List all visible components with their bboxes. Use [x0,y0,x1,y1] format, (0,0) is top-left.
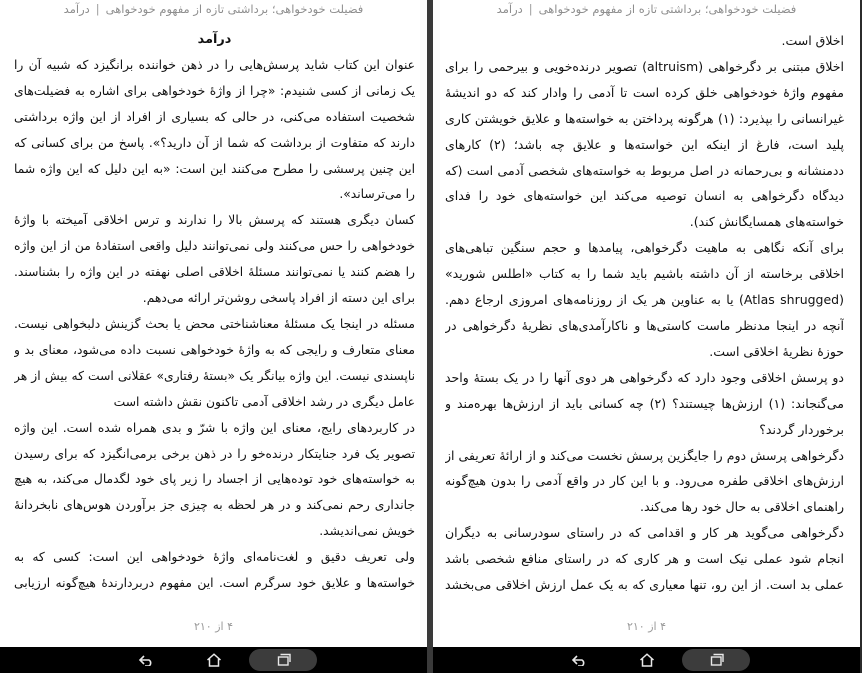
page-number: ۴ از ۲۱۰ [626,620,667,633]
header-separator: | [528,2,533,16]
page-header [433,0,860,20]
header-chapter: درآمد [496,2,523,16]
paragraph: عنوان این کتاب شاید پرسش‌هایی را در ذهن خواننده برانگیزد که شبیه آن را یک زمانی از کسی شنیدم: «چرا از واژهٔ خودخواهی برای اشاره به فضیلت‌های شخصیت استفاده می‌کنی، در حالی که بسیاری از افراد از این واژه برداشتی دارند که متفاوت از برداشت که شما از آن دارید؟». پاسخ من برای کسانی که این چنین پرسشی را مطرح می‌کنند این است: «به این دلیل که این واژه شما را می‌ترساند». [14,57,415,202]
paragraph: دو پرسش اخلاقی وجود دارد که دگرخواهی هر دوی آنها را در یک بستهٔ واحد می‌گنجاند: (۱) ارزش‌ها چیستند؟ (۲) چه کسانی باید از ارزش‌ها بهره‌مند و برخوردار گردند؟ [445,369,844,437]
header-book-title: فضیلت خودخواهی؛ برداشتی تازه از مفهوم خودخواهی [538,2,797,16]
header-book-title: فضیلت خودخواهی؛ برداشتی تازه از مفهوم خودخواهی [105,2,364,16]
back-icon [571,654,587,666]
home-button[interactable] [190,647,238,673]
reader-screen-right [433,0,860,673]
navigation-bar [433,647,860,673]
header-separator: | [95,2,100,16]
section-title: درآمد [197,32,232,47]
paragraph: در کاربردهای رایج، معنای این واژه با شرّ و بدی همراه شده است. این واژه تصویر یک فرد جنایتکار درنده‌خو را در ذهن برخی برمی‌انگیزد که برای رسیدن به خواسته‌های خود توده‌هایی از اجساد را زیر پای خود لگدمال می‌کند، به هیچ جانداری رحم نمی‌کند و در هر لحظه به چیزی جز برآوردن هوس‌های نابخردانهٔ خویش نمی‌اندیشد. [14,420,415,539]
recent-apps-icon [708,653,724,667]
reader-screen-left [0,0,427,673]
recent-apps-icon [275,653,291,667]
home-button[interactable] [623,647,671,673]
navigation-bar [0,647,427,673]
paragraph: مسئله در اینجا یک مسئلهٔ معناشناختی محض یا بحث گزینش دلبخواهی نیست. معنای متعارف و رایجی که به واژهٔ خودخواهی نسبت داده می‌شود، معنای بد و ناپسندی نیست. این واژه بیانگر یک «بستهٔ رفتاری» عقلانی است که بیش از هر عامل دیگری در رشد اخلاقی آدمی تاکنون نقش داشته است [14,316,415,409]
page-text[interactable] [14,27,415,599]
paragraph: برای آنکه نگاهی به ماهیت دگرخواهی، پیامدها و حجم سنگین تباهی‌های اخلاقی برخاسته از آن داشته باشیم باید شما را به کتاب «اطلس شورید» (Atlas shrugged) یا به عناوین هر یک از روزنامه‌های امروزی ارجاع دهم. آنچه در اینجا مدنظر ماست کاستی‌ها و ناکارآمدی‌های نظریهٔ دگرخواهی در حوزهٔ نظریهٔ اخلاقی است. [445,240,844,359]
paragraph: دگرخواهی پرسش دوم را جایگزین پرسش نخست می‌کند و از ارائهٔ تعریفی از ارزش‌های اخلاقی طفره می‌رود. و با این کار در واقع آدمی را بدون هیچ‌گونه راهنمای اخلاقی به حال خود رها می‌کند. [445,447,844,515]
recent-apps-button[interactable] [682,647,750,673]
header-chapter: درآمد [63,2,90,16]
paragraph: دگرخواهی می‌گوید هر کار و اقدامی که در راستای سودرسانی به دیگران انجام شود عملی نیک است و هر کاری که در راستای منافع شخصی باشد عملی بد است. از این رو، تنها معیاری که به یک عمل ارزش اخلاقی می‌بخشد [445,525,844,593]
back-icon [138,654,154,666]
page-text[interactable] [445,28,844,600]
paragraph: کسان دیگری هستند که پرسش بالا را ندارند و ترس اخلاقی آمیخته با واژهٔ خودخواهی را حس می‌کنند ولی نمی‌توانند دلیل واقعی استفادهٔ من از این واژه را هضم کنند یا نمی‌توانند مسئلهٔ اخلاقی اصلی نهفته در این واژه را بشناسند. برای این دسته از افراد پاسخی روشن‌تر ارائه می‌دهم. [14,213,415,306]
recent-apps-button[interactable] [249,647,317,673]
page-header [0,0,427,20]
paragraph: ولی تعریف دقیق و لغت‌نامه‌ای واژهٔ خودخواهی این است: کسی که به خواسته‌ها و علایق خود سرگرم است. این مفهوم دربردارندهٔ هیچ‌گونه ارزیابی [14,550,415,591]
back-button[interactable] [122,647,170,673]
paragraph: اخلاق مبتنی بر دگرخواهی (altruism) تصویر درنده‌خویی و بیرحمی را برای مفهوم واژهٔ خودخواهی خلق کرده است تا آدمی را وادار کند که دو اندیشهٔ غیرانسانی را بپذیرد: (۱) هرگونه پرداختن به خواسته‌ها و علایق خویشتن کاری پلید است، فارغ از اینکه این خواسته‌ها و علایق چه باشد؛ (۲) کارهای ددمنشانه و بی‌رحمانه در اصل مربوط به خواسته‌های شخصی آدمی است (که دیدگاه دگرخواهی به انسان توصیه می‌کند این خواسته‌های خود را فدای خواسته‌های همسایگانش کند). [445,58,844,230]
back-button[interactable] [555,647,603,673]
home-icon [206,653,222,667]
page-number: ۴ از ۲۱۰ [193,620,234,633]
paragraph: اخلاق است. [781,33,844,48]
home-icon [639,653,655,667]
